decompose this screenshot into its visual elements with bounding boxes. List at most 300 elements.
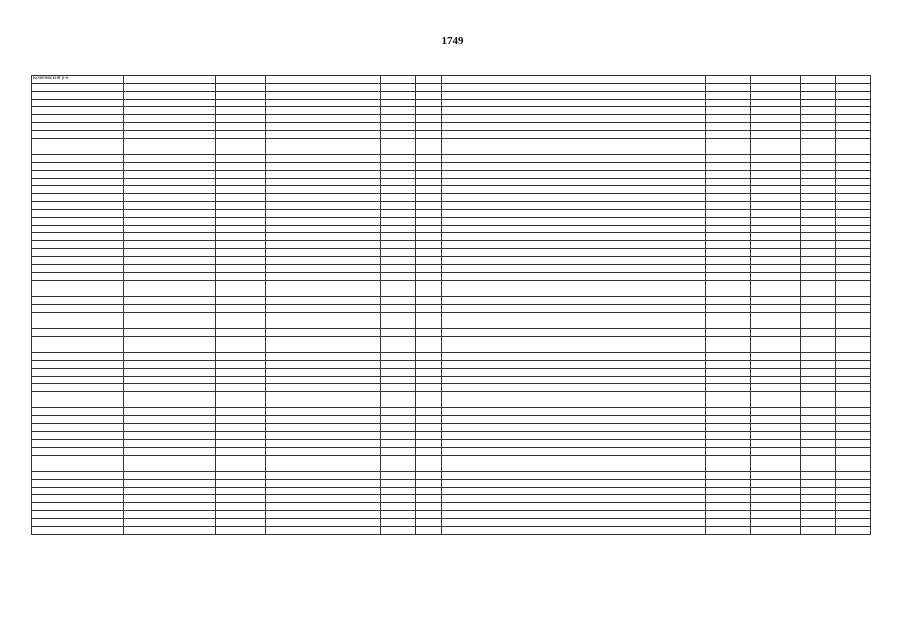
district-cell: [32, 526, 124, 534]
table-cell: [442, 76, 706, 84]
table-cell: [751, 202, 801, 210]
table-cell: [216, 241, 266, 249]
table-cell: [706, 526, 751, 534]
table-cell: [751, 194, 801, 202]
table-cell: [216, 186, 266, 194]
table-cell: [124, 296, 216, 304]
table-cell: [442, 280, 706, 296]
table-cell: [442, 225, 706, 233]
table-cell: [751, 424, 801, 432]
table-cell: [801, 202, 836, 210]
table-cell: [216, 91, 266, 99]
table-cell: [442, 194, 706, 202]
table-cell: [216, 526, 266, 534]
table-cell: [801, 392, 836, 408]
table-cell: [706, 155, 751, 163]
table-cell: [381, 487, 416, 495]
table-cell: [801, 257, 836, 265]
table-cell: [216, 495, 266, 503]
table-cell: [216, 178, 266, 186]
table-cell: [751, 336, 801, 352]
table-cell: [124, 209, 216, 217]
table-cell: [836, 352, 871, 360]
table-cell: [216, 99, 266, 107]
table-cell: [706, 115, 751, 123]
table-cell: [706, 194, 751, 202]
table-cell: [442, 202, 706, 210]
table-cell: [266, 257, 381, 265]
table-cell: [416, 408, 442, 416]
table-cell: [801, 479, 836, 487]
table-cell: [266, 408, 381, 416]
district-cell: [32, 115, 124, 123]
table-cell: [706, 328, 751, 336]
table-cell: [836, 296, 871, 304]
table-cell: [836, 432, 871, 440]
district-cell: [32, 352, 124, 360]
table-cell: [751, 209, 801, 217]
table-cell: [751, 503, 801, 511]
table-cell: [416, 107, 442, 115]
table-cell: [266, 495, 381, 503]
table-row: [32, 170, 871, 178]
table-cell: [416, 455, 442, 471]
table-cell: [706, 264, 751, 272]
table-row: [32, 91, 871, 99]
table-cell: [266, 99, 381, 107]
table-cell: [442, 424, 706, 432]
table-cell: [706, 178, 751, 186]
table-cell: [216, 511, 266, 519]
table-cell: [706, 384, 751, 392]
table-cell: [216, 360, 266, 368]
table-cell: [124, 186, 216, 194]
table-cell: [706, 130, 751, 138]
table-cell: [266, 83, 381, 91]
table-cell: [381, 249, 416, 257]
table-cell: [124, 155, 216, 163]
table-cell: [216, 202, 266, 210]
table-row: [32, 503, 871, 511]
table-cell: [801, 186, 836, 194]
table-cell: [266, 424, 381, 432]
table-cell: [416, 138, 442, 154]
table-cell: [216, 439, 266, 447]
table-cell: [801, 241, 836, 249]
table-cell: [836, 209, 871, 217]
table-row: [32, 336, 871, 352]
table-cell: [801, 249, 836, 257]
table-cell: [216, 107, 266, 115]
table-cell: [836, 392, 871, 408]
table-cell: [706, 392, 751, 408]
table-cell: [416, 511, 442, 519]
table-cell: [266, 249, 381, 257]
district-cell: [32, 518, 124, 526]
table-cell: [381, 76, 416, 84]
table-cell: [442, 241, 706, 249]
table-cell: [416, 202, 442, 210]
table-cell: [216, 336, 266, 352]
table-cell: [706, 83, 751, 91]
table-cell: [266, 304, 381, 312]
table-cell: [124, 130, 216, 138]
table-cell: [381, 194, 416, 202]
table-cell: [216, 280, 266, 296]
table-row: [32, 162, 871, 170]
district-cell: [32, 312, 124, 328]
table-cell: [836, 91, 871, 99]
district-cell: [32, 455, 124, 471]
table-cell: [416, 209, 442, 217]
district-cell: [32, 241, 124, 249]
table-cell: [416, 162, 442, 170]
table-cell: [416, 392, 442, 408]
table-cell: [381, 447, 416, 455]
table-cell: [801, 99, 836, 107]
table-row: [32, 233, 871, 241]
table-cell: [751, 91, 801, 99]
table-cell: [381, 155, 416, 163]
table-cell: [416, 328, 442, 336]
table-cell: [216, 257, 266, 265]
table-cell: [706, 495, 751, 503]
district-cell: Коченевский р-н: [32, 76, 124, 84]
table-cell: [706, 225, 751, 233]
table-cell: [751, 304, 801, 312]
table-cell: [836, 76, 871, 84]
table-cell: [381, 424, 416, 432]
table-cell: [124, 280, 216, 296]
table-cell: [751, 368, 801, 376]
table-cell: [416, 217, 442, 225]
table-cell: [751, 123, 801, 131]
table-cell: [124, 336, 216, 352]
table-cell: [381, 526, 416, 534]
district-cell: [32, 130, 124, 138]
table-row: [32, 123, 871, 131]
table-cell: [381, 392, 416, 408]
table-cell: [124, 123, 216, 131]
table-cell: [416, 123, 442, 131]
district-cell: [32, 424, 124, 432]
district-cell: [32, 471, 124, 479]
table-cell: [751, 296, 801, 304]
table-cell: [442, 511, 706, 519]
table-cell: [706, 249, 751, 257]
table-cell: [442, 178, 706, 186]
table-cell: [836, 447, 871, 455]
district-cell: [32, 138, 124, 154]
table-cell: [751, 328, 801, 336]
table-row: [32, 416, 871, 424]
table-cell: [381, 241, 416, 249]
table-cell: [124, 115, 216, 123]
table-cell: [266, 178, 381, 186]
table-cell: [751, 178, 801, 186]
table-cell: [801, 155, 836, 163]
table-cell: [801, 408, 836, 416]
table-cell: [124, 107, 216, 115]
table-row: [32, 511, 871, 519]
table-cell: [706, 424, 751, 432]
district-cell: [32, 99, 124, 107]
table-cell: [836, 194, 871, 202]
table-cell: [442, 392, 706, 408]
table-cell: [801, 83, 836, 91]
table-cell: [266, 471, 381, 479]
table-cell: [801, 368, 836, 376]
table-cell: [416, 91, 442, 99]
table-cell: [751, 479, 801, 487]
table-cell: [381, 432, 416, 440]
table-row: [32, 209, 871, 217]
table-cell: [751, 280, 801, 296]
table-cell: [706, 296, 751, 304]
table-cell: [381, 280, 416, 296]
table-cell: [416, 368, 442, 376]
table-cell: [801, 304, 836, 312]
table-cell: [266, 264, 381, 272]
district-cell: [32, 264, 124, 272]
table-cell: [442, 99, 706, 107]
table-cell: [416, 257, 442, 265]
table-cell: [801, 447, 836, 455]
table-row: [32, 99, 871, 107]
table-row: [32, 107, 871, 115]
table-cell: [216, 416, 266, 424]
table-cell: [442, 272, 706, 280]
table-cell: [801, 123, 836, 131]
table-cell: [801, 526, 836, 534]
table-cell: [751, 99, 801, 107]
table-cell: [381, 368, 416, 376]
table-cell: [836, 304, 871, 312]
table-cell: [416, 186, 442, 194]
table-cell: [836, 487, 871, 495]
table-cell: [124, 384, 216, 392]
table-cell: [266, 194, 381, 202]
table-cell: [706, 257, 751, 265]
table-cell: [442, 115, 706, 123]
table-cell: [442, 312, 706, 328]
table-cell: [416, 518, 442, 526]
table-cell: [266, 123, 381, 131]
table-cell: [442, 518, 706, 526]
table-cell: [381, 264, 416, 272]
table-cell: [706, 99, 751, 107]
table-cell: [751, 107, 801, 115]
table-cell: [836, 241, 871, 249]
table-cell: [416, 439, 442, 447]
table-cell: [706, 368, 751, 376]
table-cell: [442, 479, 706, 487]
district-cell: [32, 384, 124, 392]
table-cell: [266, 518, 381, 526]
table-row: [32, 439, 871, 447]
table-cell: [124, 392, 216, 408]
table-cell: [124, 432, 216, 440]
table-row: [32, 487, 871, 495]
table-cell: [751, 312, 801, 328]
district-cell: [32, 162, 124, 170]
table-cell: [751, 526, 801, 534]
table-cell: [751, 155, 801, 163]
table-cell: [416, 264, 442, 272]
table-cell: [706, 186, 751, 194]
table-cell: [381, 162, 416, 170]
table-cell: [381, 304, 416, 312]
table-cell: [216, 123, 266, 131]
table-cell: [801, 511, 836, 519]
table-cell: [381, 202, 416, 210]
table-cell: [801, 272, 836, 280]
table-cell: [124, 479, 216, 487]
table-cell: [836, 518, 871, 526]
table-cell: [836, 439, 871, 447]
table-row: [32, 186, 871, 194]
table-cell: [751, 408, 801, 416]
table-cell: [124, 503, 216, 511]
table-cell: [801, 376, 836, 384]
table-cell: [266, 360, 381, 368]
table-cell: [266, 368, 381, 376]
table-row: [32, 257, 871, 265]
table-cell: [801, 178, 836, 186]
table-cell: [124, 241, 216, 249]
table-row: [32, 202, 871, 210]
table-cell: [442, 217, 706, 225]
table-cell: [801, 264, 836, 272]
table-row: [32, 76, 871, 84]
table-cell: [381, 272, 416, 280]
table-cell: [216, 76, 266, 84]
table-cell: [706, 76, 751, 84]
table-cell: [124, 328, 216, 336]
table-cell: [216, 83, 266, 91]
table-cell: [416, 99, 442, 107]
table-cell: [442, 138, 706, 154]
table-cell: [836, 123, 871, 131]
table-cell: [266, 241, 381, 249]
table-cell: [266, 384, 381, 392]
table-cell: [706, 447, 751, 455]
table-cell: [706, 503, 751, 511]
table-cell: [706, 91, 751, 99]
table-cell: [416, 280, 442, 296]
table-cell: [751, 76, 801, 84]
table-row: [32, 376, 871, 384]
table-cell: [801, 360, 836, 368]
district-cell: [32, 479, 124, 487]
table-cell: [836, 83, 871, 91]
table-cell: [751, 115, 801, 123]
table-cell: [706, 241, 751, 249]
table-cell: [416, 376, 442, 384]
table-cell: [706, 280, 751, 296]
table-row: [32, 296, 871, 304]
table-cell: [381, 455, 416, 471]
table-cell: [801, 471, 836, 479]
table-cell: [381, 336, 416, 352]
table-cell: [124, 352, 216, 360]
table-cell: [836, 249, 871, 257]
table-cell: [216, 368, 266, 376]
table-cell: [751, 447, 801, 455]
table-cell: [751, 471, 801, 479]
table-cell: [416, 194, 442, 202]
table-cell: [801, 280, 836, 296]
table-cell: [381, 99, 416, 107]
table-cell: [124, 272, 216, 280]
table-cell: [216, 138, 266, 154]
table-cell: [124, 83, 216, 91]
table-cell: [266, 233, 381, 241]
district-cell: [32, 107, 124, 115]
table-cell: [266, 217, 381, 225]
table-cell: [801, 439, 836, 447]
table-row: [32, 138, 871, 154]
table-cell: [124, 202, 216, 210]
table-cell: [836, 170, 871, 178]
table-row: [32, 360, 871, 368]
table-cell: [124, 455, 216, 471]
table-cell: [706, 123, 751, 131]
table-cell: [416, 479, 442, 487]
table-cell: [706, 209, 751, 217]
table-cell: [216, 264, 266, 272]
table-cell: [124, 368, 216, 376]
table-cell: [442, 503, 706, 511]
table-cell: [751, 487, 801, 495]
district-cell: [32, 91, 124, 99]
table-cell: [836, 495, 871, 503]
table-cell: [416, 336, 442, 352]
table-cell: [751, 376, 801, 384]
table-row: [32, 471, 871, 479]
table-cell: [124, 217, 216, 225]
table-cell: [381, 384, 416, 392]
table-cell: [124, 170, 216, 178]
table-row: [32, 83, 871, 91]
table-cell: [381, 257, 416, 265]
table-cell: [836, 225, 871, 233]
table-cell: [836, 360, 871, 368]
table-cell: [266, 91, 381, 99]
table-cell: [266, 487, 381, 495]
table-cell: [124, 225, 216, 233]
table-cell: [801, 138, 836, 154]
table-cell: [266, 209, 381, 217]
table-cell: [751, 225, 801, 233]
table-cell: [216, 503, 266, 511]
table-cell: [751, 352, 801, 360]
table-cell: [751, 392, 801, 408]
table-cell: [706, 360, 751, 368]
table-cell: [124, 439, 216, 447]
table-cell: [801, 328, 836, 336]
table-cell: [381, 511, 416, 519]
table-cell: [216, 130, 266, 138]
table-cell: [751, 495, 801, 503]
table-cell: [751, 249, 801, 257]
table-cell: [216, 162, 266, 170]
table-cell: [706, 107, 751, 115]
table-row: [32, 178, 871, 186]
table-cell: [124, 471, 216, 479]
table-cell: [751, 186, 801, 194]
table-cell: [216, 194, 266, 202]
